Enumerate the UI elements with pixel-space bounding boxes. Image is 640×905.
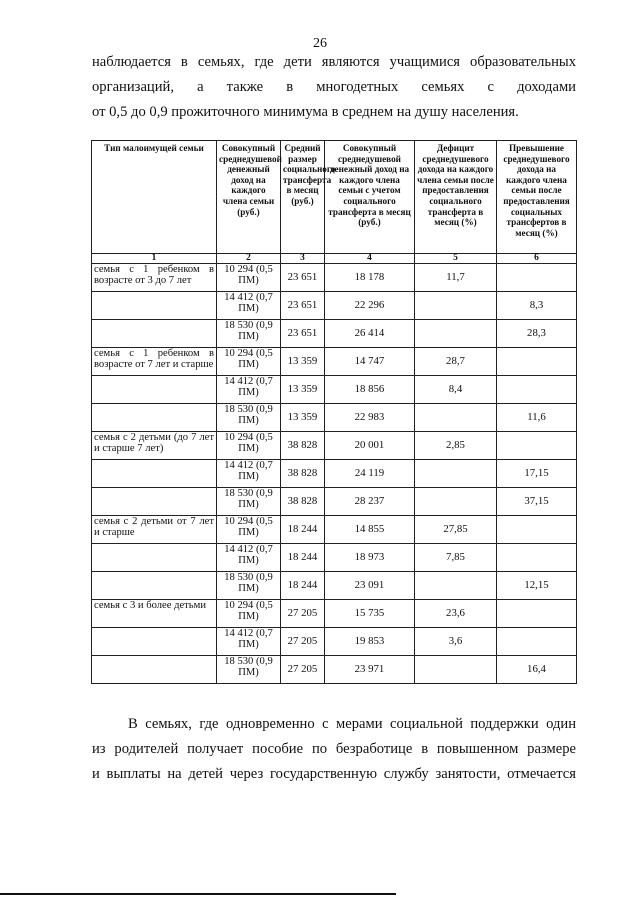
cell-avg-transfer: 27 205: [281, 600, 325, 628]
header-avg-transfer: Средний размер социального трансферта в месяц (руб.): [281, 141, 325, 254]
header-excess: Превышение среднедушевого дохода на каждого члена семьи после предоставления социальных трансфертов в месяц (%): [497, 141, 577, 254]
table-row: [92, 348, 577, 376]
cell-income-with-transfer: 20 001: [325, 432, 415, 460]
cell-income-with-transfer: 24 119: [325, 460, 415, 488]
cell-family-type: семья с 1 ребенком в возрасте от 3 до 7 лет: [92, 264, 217, 292]
table-row: [92, 376, 577, 404]
column-number: 4: [325, 254, 415, 264]
cell-deficit: 7,85: [415, 544, 497, 572]
intro-paragraph-line: организаций, а также в многодетных семьях с доходами: [92, 79, 576, 95]
cell-income-with-transfer: 22 983: [325, 404, 415, 432]
cell-deficit: [415, 488, 497, 516]
cell-deficit: 23,6: [415, 600, 497, 628]
cell-excess: [497, 628, 577, 656]
cell-income-with-transfer: 19 853: [325, 628, 415, 656]
cell-income-with-transfer: 18 178: [325, 264, 415, 292]
cell-per-capita-income: 14 412 (0,7 ПМ): [217, 376, 281, 404]
cell-excess: 17,15: [497, 460, 577, 488]
intro-paragraph: [92, 50, 576, 125]
cell-excess: [497, 376, 577, 404]
closing-paragraph-line: В семьях, где одновременно с мерами социальной поддержки один: [128, 716, 576, 732]
table-row: [92, 460, 577, 488]
closing-paragraph-line: и выплаты на детей через государственную службу занятости, отмечается: [92, 766, 576, 782]
cell-family-type: [92, 628, 217, 656]
cell-deficit: 2,85: [415, 432, 497, 460]
cell-income-with-transfer: 22 296: [325, 292, 415, 320]
cell-per-capita-income: 18 530 (0,9 ПМ): [217, 656, 281, 684]
cell-excess: 12,15: [497, 572, 577, 600]
cell-deficit: [415, 404, 497, 432]
cell-income-with-transfer: 18 856: [325, 376, 415, 404]
cell-family-type: семья с 3 и более детьми: [92, 600, 217, 628]
cell-avg-transfer: 23 651: [281, 264, 325, 292]
cell-per-capita-income: 10 294 (0,5 ПМ): [217, 264, 281, 292]
table-row: [92, 264, 577, 292]
cell-deficit: 11,7: [415, 264, 497, 292]
table-row: [92, 432, 577, 460]
cell-per-capita-income: 18 530 (0,9 ПМ): [217, 572, 281, 600]
cell-family-type: семья с 2 детьми (до 7 лет и старше 7 лет): [92, 432, 217, 460]
cell-income-with-transfer: 23 091: [325, 572, 415, 600]
table-row: [92, 488, 577, 516]
table-row: [92, 516, 577, 544]
cell-per-capita-income: 14 412 (0,7 ПМ): [217, 460, 281, 488]
low-income-families-table: [91, 140, 577, 684]
cell-deficit: 3,6: [415, 628, 497, 656]
column-number: 5: [415, 254, 497, 264]
cell-per-capita-income: 18 530 (0,9 ПМ): [217, 404, 281, 432]
page-number: 26: [313, 36, 327, 51]
cell-family-type: [92, 320, 217, 348]
closing-paragraph-line: из родителей получает пособие по безработице в повышенном размере: [92, 741, 576, 757]
table-row: [92, 656, 577, 684]
cell-per-capita-income: 14 412 (0,7 ПМ): [217, 628, 281, 656]
cell-avg-transfer: 23 651: [281, 320, 325, 348]
column-number-row: [92, 254, 577, 264]
table-row: [92, 320, 577, 348]
cell-per-capita-income: 10 294 (0,5 ПМ): [217, 432, 281, 460]
cell-avg-transfer: 18 244: [281, 572, 325, 600]
cell-deficit: [415, 656, 497, 684]
column-number: 1: [92, 254, 217, 264]
cell-income-with-transfer: 26 414: [325, 320, 415, 348]
footer-rule: [0, 893, 396, 895]
cell-family-type: [92, 376, 217, 404]
cell-per-capita-income: 10 294 (0,5 ПМ): [217, 348, 281, 376]
intro-paragraph-line: от 0,5 до 0,9 прожиточного минимума в среднем на душу населения.: [92, 104, 519, 120]
cell-excess: [497, 432, 577, 460]
cell-excess: 8,3: [497, 292, 577, 320]
cell-deficit: [415, 320, 497, 348]
header-per-capita-income: Совокупный среднедушевой денежный доход на каждого члена семьи (руб.): [217, 141, 281, 254]
cell-family-type: [92, 460, 217, 488]
table-row: [92, 292, 577, 320]
table-header-row: [92, 141, 577, 254]
table-row: [92, 572, 577, 600]
cell-deficit: 27,85: [415, 516, 497, 544]
cell-deficit: 8,4: [415, 376, 497, 404]
cell-per-capita-income: 18 530 (0,9 ПМ): [217, 488, 281, 516]
cell-income-with-transfer: 28 237: [325, 488, 415, 516]
cell-avg-transfer: 27 205: [281, 656, 325, 684]
cell-avg-transfer: 13 359: [281, 404, 325, 432]
header-income-with-transfer: Совокупный среднедушевой денежный доход на каждого члена семьи с учетом социального трансферта в месяц (руб.): [325, 141, 415, 254]
cell-family-type: [92, 292, 217, 320]
cell-family-type: [92, 404, 217, 432]
closing-paragraph: [92, 712, 576, 787]
cell-family-type: [92, 488, 217, 516]
column-number: 6: [497, 254, 577, 264]
cell-income-with-transfer: 14 747: [325, 348, 415, 376]
cell-avg-transfer: 38 828: [281, 460, 325, 488]
cell-excess: [497, 264, 577, 292]
cell-income-with-transfer: 23 971: [325, 656, 415, 684]
cell-excess: 16,4: [497, 656, 577, 684]
cell-family-type: семья с 1 ребенком в возрасте от 7 лет и старше: [92, 348, 217, 376]
cell-income-with-transfer: 18 973: [325, 544, 415, 572]
cell-avg-transfer: 27 205: [281, 628, 325, 656]
cell-family-type: [92, 544, 217, 572]
cell-avg-transfer: 38 828: [281, 432, 325, 460]
cell-family-type: [92, 656, 217, 684]
cell-per-capita-income: 18 530 (0,9 ПМ): [217, 320, 281, 348]
cell-excess: [497, 600, 577, 628]
cell-per-capita-income: 10 294 (0,5 ПМ): [217, 516, 281, 544]
cell-deficit: [415, 572, 497, 600]
header-family-type: Тип малоимущей семьи: [92, 141, 217, 254]
cell-excess: 37,15: [497, 488, 577, 516]
cell-family-type: семья с 2 детьми от 7 лет и старше: [92, 516, 217, 544]
cell-deficit: [415, 460, 497, 488]
header-deficit: Дефицит среднедушевого дохода на каждого члена семьи после предоставления социального трансферта в месяц (%): [415, 141, 497, 254]
cell-family-type: [92, 572, 217, 600]
cell-deficit: [415, 292, 497, 320]
cell-deficit: 28,7: [415, 348, 497, 376]
cell-excess: [497, 348, 577, 376]
cell-excess: [497, 544, 577, 572]
intro-paragraph-line: наблюдается в семьях, где дети являются учащимися образовательных: [92, 54, 576, 70]
table-row: [92, 544, 577, 572]
cell-per-capita-income: 14 412 (0,7 ПМ): [217, 292, 281, 320]
column-number: 3: [281, 254, 325, 264]
cell-per-capita-income: 10 294 (0,5 ПМ): [217, 600, 281, 628]
table-row: [92, 404, 577, 432]
cell-avg-transfer: 23 651: [281, 292, 325, 320]
column-number: 2: [217, 254, 281, 264]
cell-avg-transfer: 18 244: [281, 516, 325, 544]
table-row: [92, 600, 577, 628]
cell-avg-transfer: 13 359: [281, 348, 325, 376]
cell-income-with-transfer: 14 855: [325, 516, 415, 544]
cell-excess: [497, 516, 577, 544]
cell-excess: 11,6: [497, 404, 577, 432]
cell-excess: 28,3: [497, 320, 577, 348]
cell-avg-transfer: 38 828: [281, 488, 325, 516]
cell-avg-transfer: 18 244: [281, 544, 325, 572]
cell-avg-transfer: 13 359: [281, 376, 325, 404]
table-row: [92, 628, 577, 656]
cell-income-with-transfer: 15 735: [325, 600, 415, 628]
cell-per-capita-income: 14 412 (0,7 ПМ): [217, 544, 281, 572]
